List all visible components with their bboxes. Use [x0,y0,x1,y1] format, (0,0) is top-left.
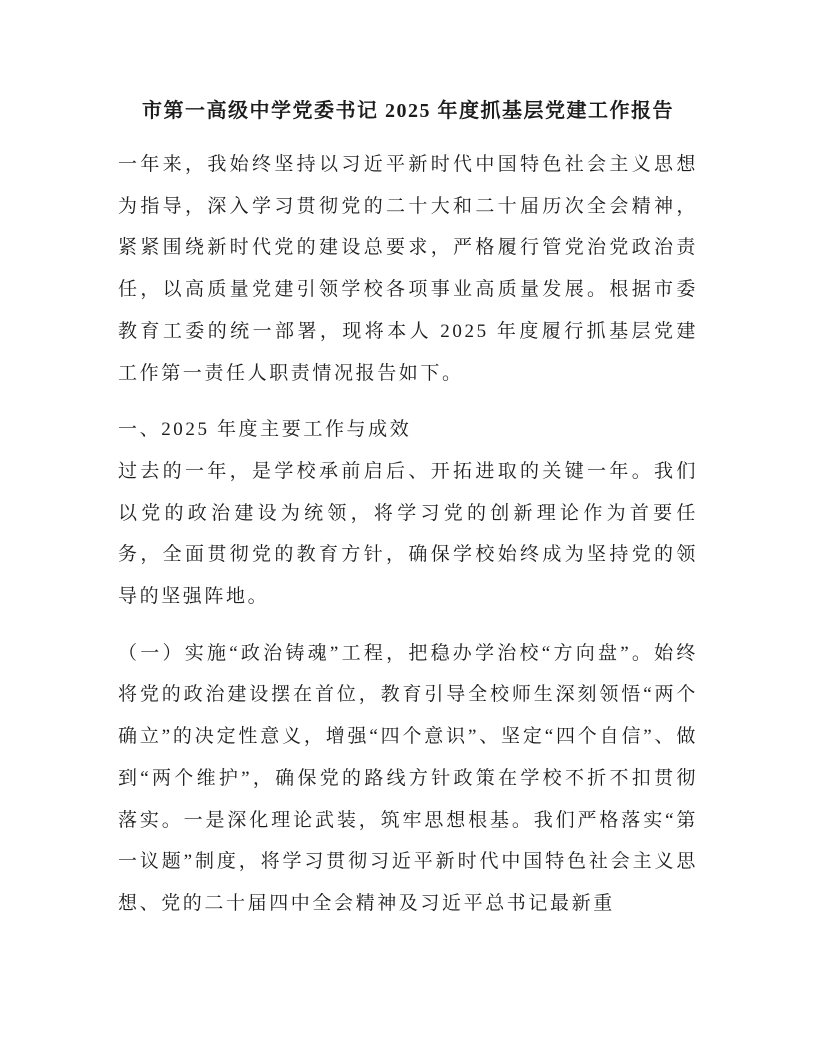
document-title: 市第一高级中学党委书记 2025 年度抓基层党建工作报告 [142,100,674,122]
paragraph-overview: 过去的一年，是学校承前启后、开拓进取的关键一年。我们以党的政治建设为统领，将学习党的创新理论作为首要任务，全面贯彻党的教育方针，确保学校始终成为坚持党的领导的坚强阵地。 [118,460,698,608]
paragraph-subsection-1: （一）实施“政治铸魂”工程，把稳办学治校“方向盘”。始终将党的政治建设摆在首位，教育引导全校师生深刻领悟“两个确立”的决定性意义，增强“四个意识”、坚定“四个自信”、做到“两个维护”，确保党的路线方针政策在学校不折不扣贯彻落实。一是深化理论武装，筑牢思想根基。我们严格落实“第一议题”制度，将学习贯彻习近平新时代中国特色社会主义思想、党的二十届四中全会精神及习近平总书记最新重 [118,642,698,914]
paragraph-intro: 一年来，我始终坚持以习近平新时代中国特色社会主义思想为指导，深入学习贯彻党的二十大和二十届历次全会精神，紧紧围绕新时代党的建设总要求，严格履行管党治党政治责任，以高质量党建引领学校各项事业高质量发展。根据市委教育工委的统一部署，现将本人 2025 年度履行抓基层党建工作第一责任人职责情况报告如下。 [118,154,698,384]
section-heading-1: 一、2025 年度主要工作与成效 [118,419,412,441]
